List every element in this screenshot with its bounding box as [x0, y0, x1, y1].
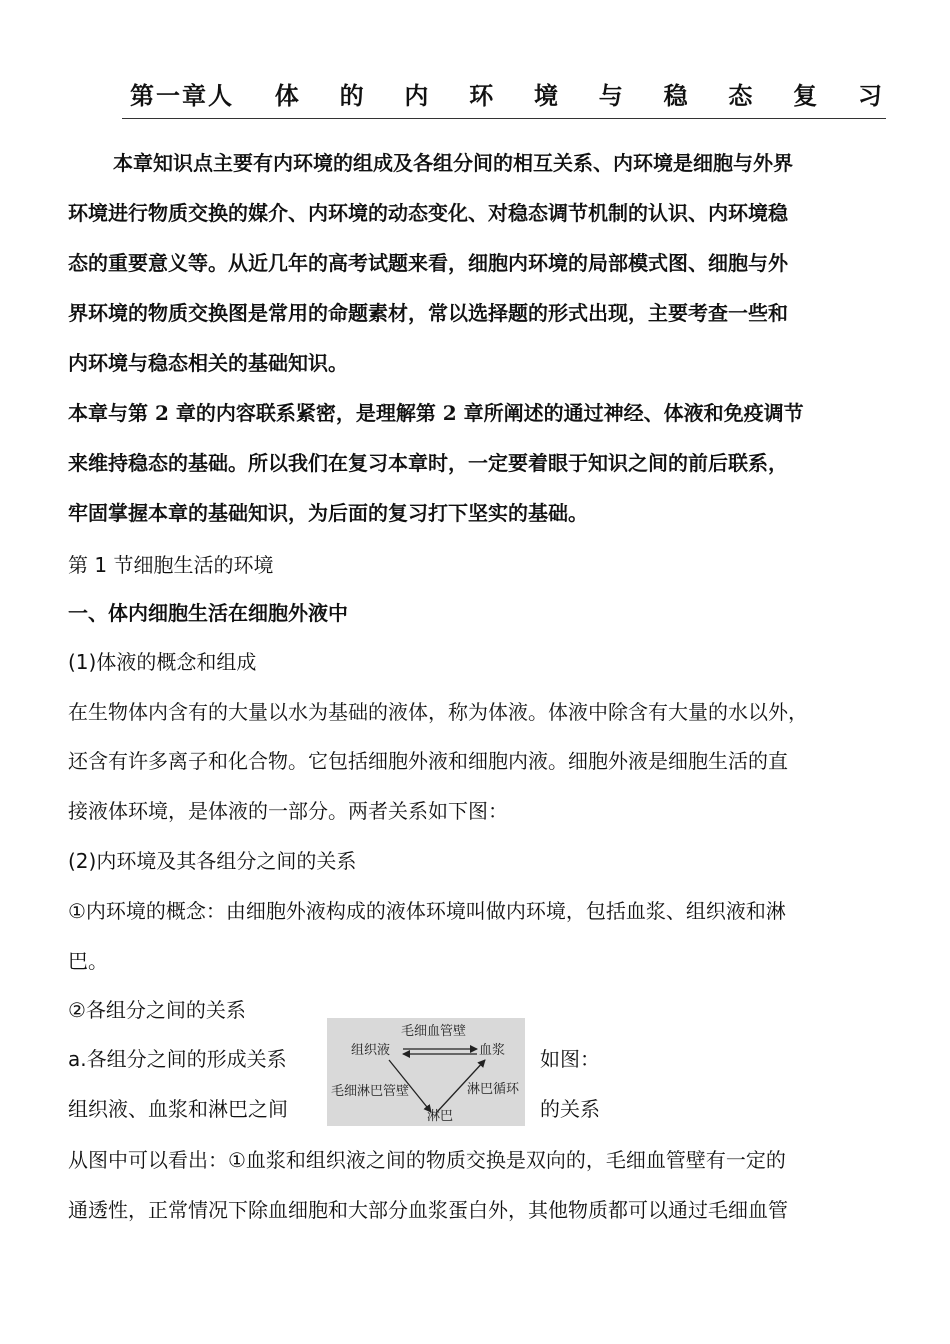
- label-lymph-circulation: 淋巴循环: [467, 1082, 520, 1097]
- concept-line: 巴。: [68, 949, 108, 973]
- intro-line: 态的重要意义等。从近几年的高考试题来看，细胞内环境的局部模式图、细胞与外: [68, 251, 788, 275]
- heading-1: 一、体内细胞生活在细胞外液中: [68, 601, 348, 625]
- body-line: 接液体环境，是体液的一部分。两者关系如下图：: [68, 799, 508, 823]
- body-line: 在生物体内含有的大量以水为基础的液体，称为体液。体液中除含有大量的水以外，: [68, 700, 808, 724]
- intro-line: 牢固掌握本章的基础知识，为后面的复习打下坚实的基础。: [68, 501, 588, 525]
- body-line: 还含有许多离子和化合物。它包括细胞外液和细胞内液。细胞外液是细胞生活的直: [68, 749, 788, 773]
- title-char: 体: [274, 80, 299, 110]
- concept-line: ①内环境的概念：由细胞外液构成的液体环境叫做内环境，包括血浆、组织液和淋: [68, 899, 786, 923]
- figure-caption-right: 的关系: [540, 1097, 600, 1121]
- title-char: 与: [598, 80, 623, 110]
- title-char: 内: [404, 80, 429, 110]
- title-char: 复: [793, 80, 818, 110]
- label-lymph-capillary-wall: 毛细淋巴管壁: [331, 1084, 410, 1099]
- body-line: 通透性，正常情况下除血细胞和大部分血浆蛋白外，其他物质都可以通过毛细血管: [68, 1198, 788, 1222]
- subheading-2: (2)内环境及其各组分之间的关系: [68, 849, 357, 873]
- intro-line: 环境进行物质交换的媒介、内环境的动态变化、对稳态调节机制的认识、内环境稳: [68, 201, 788, 225]
- intro-line: 来维持稳态的基础。所以我们在复习本章时，一定要着眼于知识之间的前后联系，: [68, 451, 788, 475]
- fluid-relation-diagram: [327, 1018, 525, 1126]
- title-char: 态: [728, 80, 753, 110]
- title-char: 的: [339, 80, 364, 110]
- intro-line: 本章知识点主要有内环境的组成及各组分间的相互关系、内环境是细胞与外界: [113, 151, 793, 175]
- chapter-title: [130, 76, 882, 110]
- label-capillary-wall: 毛细血管壁: [401, 1024, 467, 1039]
- title-char: 习: [857, 80, 882, 110]
- title-char: 第一章人: [130, 80, 234, 110]
- node-plasma: 血浆: [479, 1043, 506, 1058]
- title-char: 稳: [663, 80, 688, 110]
- node-lymph: 淋巴: [427, 1109, 454, 1124]
- figure-caption-right: 如图：: [540, 1047, 600, 1071]
- figure-caption-left: 组织液、血浆和淋巴之间: [68, 1097, 288, 1121]
- intro-line: 本章与第 2 章的内容联系紧密，是理解第 2 章所阐述的通过神经、体液和免疫调节: [68, 401, 804, 425]
- section-title: 第 1 节细胞生活的环境: [68, 553, 274, 577]
- title-char: 环: [469, 80, 494, 110]
- node-tissue-fluid: 组织液: [351, 1043, 391, 1058]
- intro-line: 界环境的物质交换图是常用的命题素材，常以选择题的形式出现，主要考查一些和: [68, 301, 788, 325]
- title-char: 境: [533, 80, 558, 110]
- subheading-1: (1)体液的概念和组成: [68, 650, 257, 674]
- intro-line: 内环境与稳态相关的基础知识。: [68, 351, 348, 375]
- body-line: 从图中可以看出：①血浆和组织液之间的物质交换是双向的，毛细血管壁有一定的: [68, 1148, 786, 1172]
- relation-title: ②各组分之间的关系: [68, 998, 246, 1022]
- title-underline: [122, 118, 886, 119]
- figure-caption-left: a.各组分之间的形成关系: [68, 1047, 287, 1071]
